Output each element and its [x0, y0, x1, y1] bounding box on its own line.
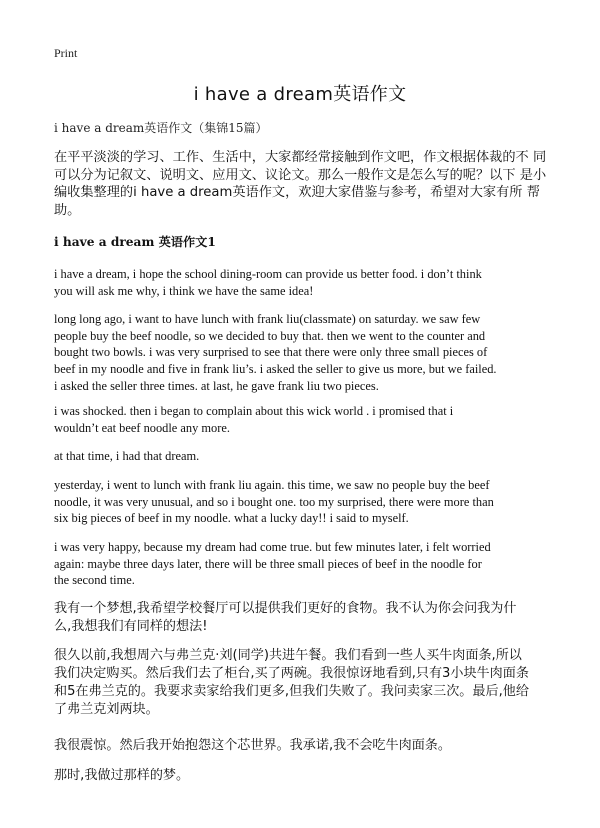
text-line: yesterday, i went to lunch with frank liu again. this time, we saw no people buy the beef	[54, 478, 490, 492]
text-line: 我们决定购买。然后我们去了柜台,买了两碗。我很惊讶地看到,只有3小块牛肉面条	[54, 666, 529, 681]
text-line: at that time, i had that dream.	[54, 449, 200, 463]
document-subtitle: i have a dream英语作文（集锦15篇）	[54, 121, 268, 135]
page-title: i have a dream英语作文	[193, 84, 407, 105]
text-line: 那时,我做过那样的梦。	[54, 768, 190, 783]
text-line: i have a dream, i hope the school dining-room can provide us better food. i don’t think	[54, 267, 482, 281]
text-line: noodle, it was very unusual, and so i bought one. too my surprised, there were more than	[54, 494, 494, 509]
text-line: long long ago, i want to have lunch with frank liu(classmate) on saturday. we saw few	[54, 312, 481, 326]
text-line: 很久以前,我想周六与弗兰克·刘(同学)共进午餐。我们看到一些人买牛肉面条,所以	[54, 648, 522, 663]
intro-line: 帮助。	[54, 185, 540, 218]
text-line: 么,我想我们有同样的想法!	[54, 619, 208, 634]
text-line: 了弗兰克刘两块。	[54, 702, 159, 717]
text-line: people buy the beef noodle, so we decided to buy that. then we went to the counter and	[54, 328, 486, 343]
text-line: 和5在弗兰克的。我要求卖家给我们更多,但我们失败了。我问卖家三次。最后,他给	[54, 684, 529, 699]
print-label: Print	[54, 46, 78, 60]
chinese-paragraph	[54, 647, 550, 719]
text-line: i was shocked. then i began to complain about this wick world . i promised that i	[54, 404, 454, 418]
intro-line: 同可以分为记叙文、说明文、应用文、议论文。那么一般作文是怎么写的呢？以下	[54, 150, 547, 183]
intro-line: 是小编收集整理的i have a dream英语作文，欢迎大家借鉴与参考，希望对大家有所	[54, 167, 547, 200]
english-paragraph	[54, 311, 554, 395]
intro-paragraph	[54, 149, 550, 219]
english-paragraph	[54, 266, 554, 299]
text-line: i asked the seller three times. at last, he gave frank liu two pieces.	[54, 378, 379, 393]
text-line: wouldn’t eat beef noodle any more.	[54, 420, 230, 435]
english-paragraph	[54, 477, 554, 527]
text-line: 我有一个梦想,我希望学校餐厅可以提供我们更好的食物。我不认为你会问我为什	[54, 601, 517, 616]
text-line: the second time.	[54, 573, 135, 588]
chinese-paragraph	[54, 737, 550, 755]
chinese-paragraph	[54, 600, 550, 636]
text-line: beef in my noodle and five in frank liu’s. i asked the seller to give us more, but we failed.	[54, 362, 497, 377]
english-paragraph	[54, 403, 554, 436]
section-heading: i have a dream 英语作文1	[54, 235, 216, 249]
text-line: 我很震惊。然后我开始抱怨这个芯世界。我承诺,我不会吃牛肉面条。	[54, 738, 451, 753]
text-line: you will ask me why, i think we have the same idea!	[54, 283, 314, 298]
chinese-paragraph	[54, 767, 550, 785]
text-line: bought two bowls. i was very surprised to see that there were only three small pieces of	[54, 345, 488, 360]
text-line: six big pieces of beef in my noodle. what a lucky day!! i said to myself.	[54, 511, 409, 526]
intro-line: 在平平淡淡的学习、工作、生活中，大家都经常接触到作文吧，作文根据体裁的不	[54, 150, 529, 165]
english-paragraph	[54, 539, 554, 589]
text-line: again: maybe three days later, there will be three small pieces of beef in the noodle for	[54, 556, 482, 571]
text-line: i was very happy, because my dream had come true. but few minutes later, i felt worried	[54, 540, 491, 554]
english-paragraph	[54, 448, 554, 465]
